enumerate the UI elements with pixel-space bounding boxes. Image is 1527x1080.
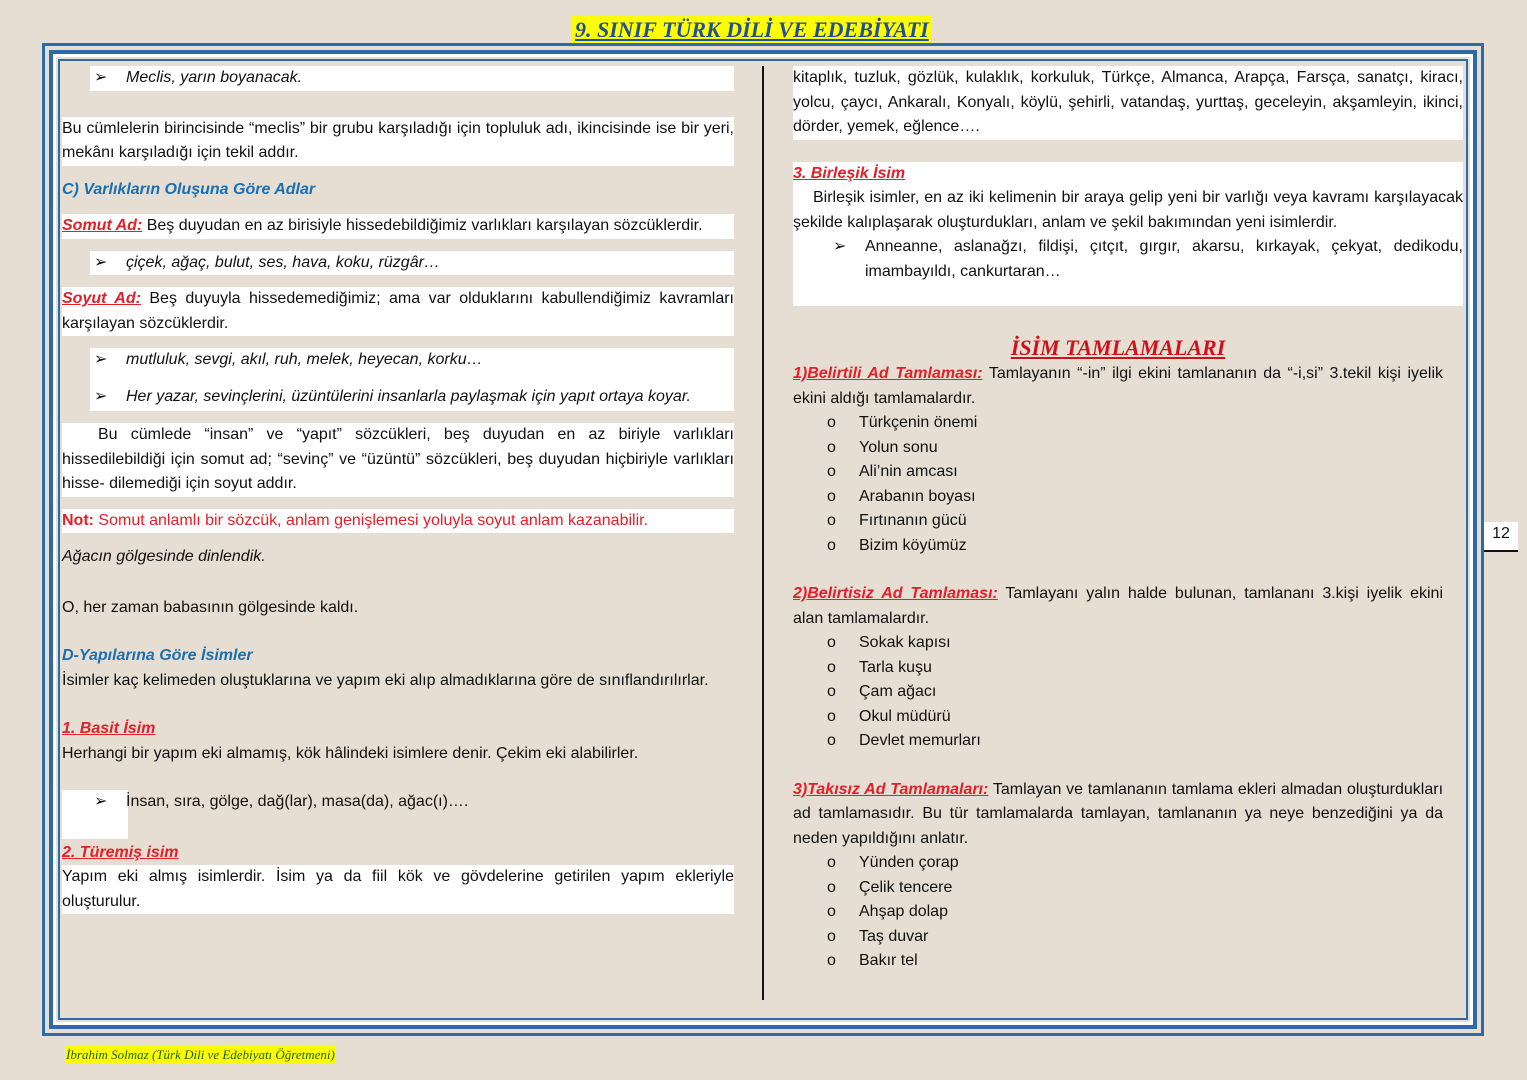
- somut-ad-text: Beş duyudan en az birisiyle hissedebildiğimiz varlıkları karşılayan sözcüklerdir.: [142, 217, 703, 234]
- paragraph: Yapım eki almış isimlerdir. İsim ya da fiil kök ve gövdelerine getirilen yapım ekleriyle oluşturulur.: [62, 865, 734, 914]
- example-block: [62, 790, 734, 839]
- tamlama-2-text: Tamlayanı yalın halde bulunan, tamlananı 3.kişi iyelik ekini alan tamlamalardır.: [793, 585, 1443, 627]
- tamlama-1-text: Tamlayanın “-in” ilgi ekini tamlananın da “-i,si” 3.tekil kişi iyelik ekini aldığı tamlamalardır.: [793, 365, 1444, 407]
- list-item: o Türkçenin önemi: [793, 411, 1443, 436]
- footer-author: İbrahim Solmaz (Türk Dili ve Edebiyatı Öğretmeni): [66, 1047, 335, 1062]
- paragraph: Bu cümlelerin birincisinde “meclis” bir grubu karşıladığı için topluluk adı, ikincisinde ise bir yeri, mekânı karşıladığı için tekil addır.: [62, 117, 734, 166]
- list-item: o Arabanın boyası: [793, 485, 1443, 510]
- column-divider: [762, 66, 764, 1000]
- section-title: İSİM TAMLAMALARI: [1010, 335, 1226, 360]
- example-bullet: ➢ İnsan, sıra, gölge, dağ(lar), masa(da), ağac(ı)….: [90, 790, 734, 815]
- list-item: o Tarla kuşu: [793, 656, 1443, 681]
- example-bullet: ➢ mutluluk, sevgi, akıl, ruh, melek, heyecan, korku…: [90, 348, 734, 373]
- list-item: o Ali’nin amcası: [793, 460, 1443, 485]
- birlesik-isim-heading: 3. Birleşik İsim: [793, 164, 906, 182]
- paragraph: İsimler kaç kelimeden oluştuklarına ve yapım eki alıp almadıklarına göre de sınıflandırılırlar.: [62, 671, 709, 689]
- note-text: Somut anlamlı bir sözcük, anlam genişlemesi yoluyla soyut anlam kazanabilir.: [93, 511, 649, 529]
- example-group: [90, 348, 734, 411]
- paragraph: Bu cümlede “insan” ve “yapıt” sözcükleri, beş duyudan en az biriyle varlıkları hissedilebildiği için somut ad; “sevinç” ve “üzüntü” sözcükleri, beş duyudan hiçbiriyle varlıkları hisse- dilemediği için soyut addır.: [62, 423, 734, 497]
- paragraph: Birleşik isimler, en az iki kelimenin bir araya gelip yeni bir varlığı veya kavramı karşılayacak şekilde kalıplaşarak oluşturdukları, anlam ve şekil bakımından yeni isimlerdir.: [793, 189, 1463, 231]
- note-label: Not:: [62, 511, 94, 529]
- example-sentence: O, her zaman babasının gölgesinde kaldı.: [62, 598, 359, 616]
- tamlama-2-label: 2)Belirtisiz Ad Tamlaması:: [793, 585, 998, 602]
- page-number: 12: [1484, 522, 1518, 552]
- turemis-isim-heading: 2. Türemiş isim: [62, 843, 179, 861]
- paragraph: Herhangi bir yapım eki almamış, kök hâlindeki isimlere denir. Çekim eki alabilirler.: [62, 744, 639, 762]
- list-item: o Yolun sonu: [793, 436, 1443, 461]
- basit-isim-heading: 1. Basit İsim: [62, 720, 156, 737]
- list-item: o Fırtınanın gücü: [793, 509, 1443, 534]
- tamlama-2: [793, 582, 1443, 631]
- list-item: o Devlet memurları: [793, 729, 1443, 754]
- tamlama-1-label: 1)Belirtili Ad Tamlaması:: [793, 365, 983, 382]
- tamlama-3: [793, 778, 1443, 852]
- somut-ad-definition: [62, 214, 734, 239]
- tamlama-1: [793, 362, 1443, 411]
- example-sentence: Ağacın gölgesinde dinlendik.: [62, 548, 266, 565]
- list-item: o Bakır tel: [793, 949, 1443, 974]
- tamlama-3-list: [793, 851, 1443, 974]
- tamlama-2-list: [793, 631, 1443, 754]
- section-heading-d: D-Yapılarına Göre İsimler: [62, 647, 253, 664]
- page-title: 9. SINIF TÜRK DİLİ VE EDEBİYATI: [572, 16, 932, 44]
- tamlama-1-list: [793, 411, 1443, 558]
- list-item: o Bizim köyümüz: [793, 534, 1443, 559]
- tamlama-3-label: 3)Takısız Ad Tamlamaları:: [793, 780, 989, 798]
- list-item: o Çam ağacı: [793, 680, 1443, 705]
- list-item: o Sokak kapısı: [793, 631, 1443, 656]
- right-column: [793, 66, 1463, 974]
- section-heading-c: C) Varlıkların Oluşuna Göre Adlar: [62, 180, 316, 198]
- soyut-ad-text: Beş duyuyla hissedemediğimiz; ama var olduklarını kabullendiğimiz kavramları karşılayan sözcüklerdir.: [62, 290, 735, 332]
- soyut-ad-definition: [62, 287, 734, 336]
- somut-ad-label: Somut Ad:: [62, 217, 143, 234]
- soyut-ad-label: Soyut Ad:: [62, 290, 141, 307]
- paragraph: kitaplık, tuzluk, gözlük, kulaklık, korkuluk, Türkçe, Almanca, Arapça, Farsça, sanatçı, kiracı, yolcu, çaycı, Ankaralı, Konyalı, köylü, şehirli, vatandaş, yurttaş, geceleyin, akşamleyin, ikinci, dörder, yemek, eğlence….: [793, 66, 1463, 140]
- list-item: o Çelik tencere: [793, 876, 1443, 901]
- example-bullet: ➢ Her yazar, sevinçlerini, üzüntülerini insanlarla paylaşmak için yapıt ortaya koyar.: [90, 385, 734, 410]
- tamlama-3-text: Tamlayan ve tamlananın tamlama ekleri almadan oluşturdukları ad tamlamasıdır. Bu tür tamlamalarda tamlayan, tamlananın ya neye benzediğini ya da neden yapıldığını anlatır.: [793, 780, 1444, 847]
- left-column: [62, 66, 734, 914]
- note: [62, 509, 734, 534]
- list-item: o Yünden çorap: [793, 851, 1443, 876]
- birlesik-isim-block: [793, 162, 1463, 307]
- example-bullet: ➢ Meclis, yarın boyanacak.: [90, 66, 734, 91]
- example-bullet: ➢ çiçek, ağaç, bulut, ses, hava, koku, rüzgâr…: [90, 251, 734, 276]
- example-bullet: ➢ Anneanne, aslanağzı, fildişi, çıtçıt, gırgır, akarsu, kırkayak, çekyat, dedikodu, imambayıldı, cankurtaran…: [829, 235, 1463, 284]
- list-item: o Okul müdürü: [793, 705, 1443, 730]
- list-item: o Taş duvar: [793, 925, 1443, 950]
- list-item: o Ahşap dolap: [793, 900, 1443, 925]
